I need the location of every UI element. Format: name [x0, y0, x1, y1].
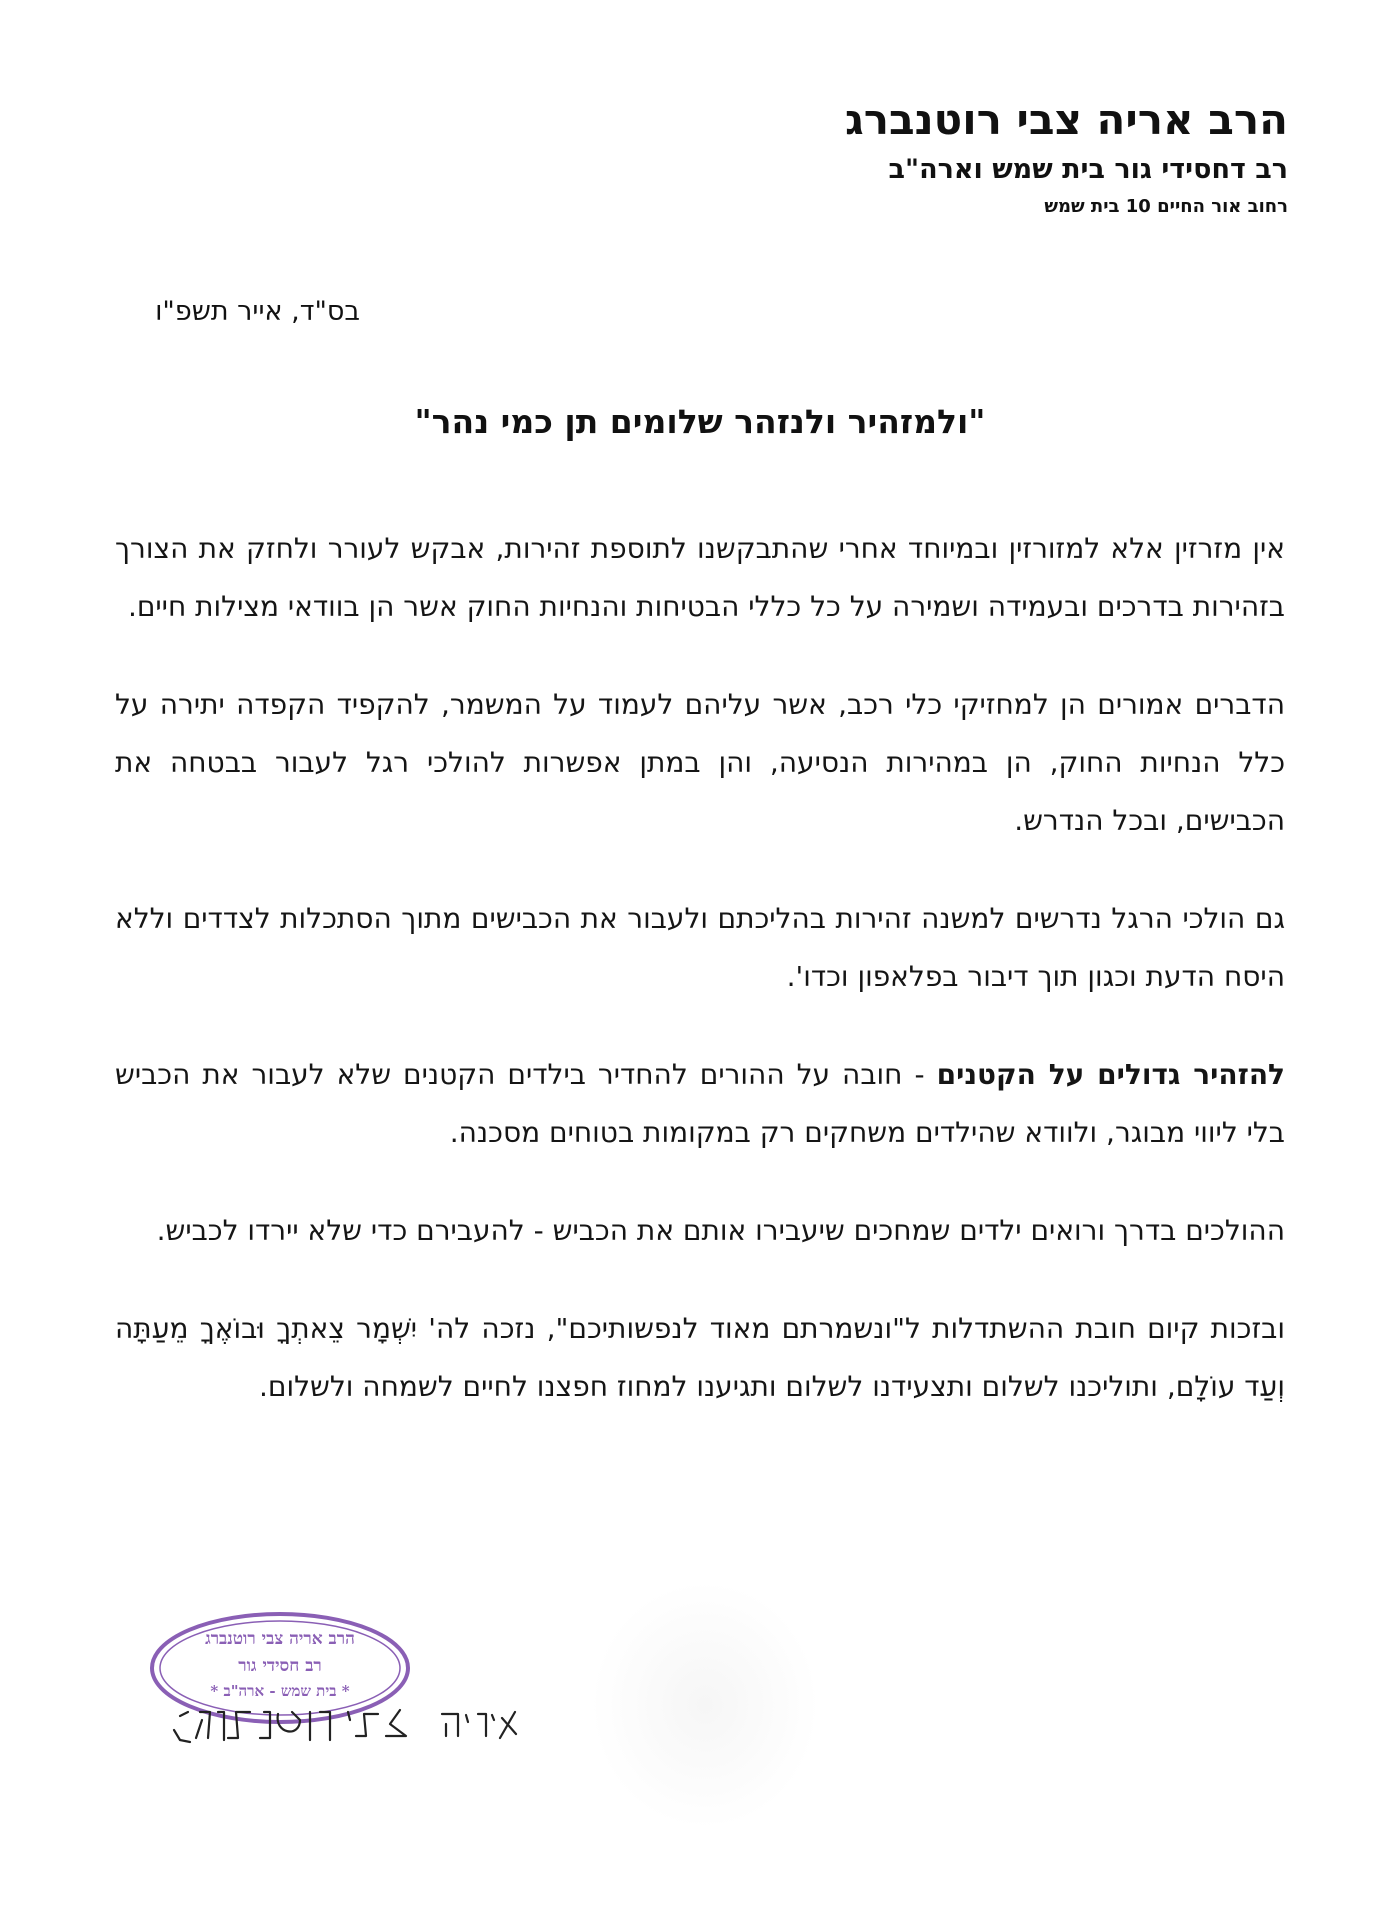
- paragraph-5: ההולכים בדרך ורואים ילדים שמחכים שיעבירו אותם את הכביש - להעבירם כדי שלא יירדו לכביש.: [156, 1214, 1285, 1247]
- paragraph-3: גם הולכי הרגל נדרשים למשנה זהירות בהליכתם ולעבור את הכבישים מתוך הסתכלות לצדדים וללא היסח הדעת וכגון תוך דיבור בפלאפון וכדו'.: [115, 902, 1285, 993]
- paragraph-4-text: - חובה על ההורים להחדיר בילדים הקטנים שלא לעבור את הכביש בלי ליווי מבוגר, ולוודא שהילדים משחקים רק במקומות בטוחים מסכנה.: [115, 1058, 1285, 1149]
- letter-heading: "ולמזהיר ולנזהר שלומים תן כמי נהר": [414, 402, 986, 441]
- stamp-line-1: הרב אריה צבי רוטנברג: [205, 1629, 355, 1649]
- stamp-line-2: רב חסידי גור: [238, 1656, 322, 1676]
- faint-smudge: [590, 1580, 820, 1830]
- letterhead-name: הרב אריה צבי רוטנברג: [844, 95, 1288, 144]
- paragraph-4-lead: להזהיר גדולים על הקטנים: [936, 1058, 1285, 1091]
- date-line: בס"ד, אייר תשפ"ו: [155, 296, 360, 327]
- letterhead-address: רחוב אור החיים 10 בית שמש: [1044, 196, 1288, 217]
- paragraph-6: ובזכות קיום חובת ההשתדלות ל"ונשמרתם מאוד לנפשותיכם", נזכה לה' יִשְׁמָר צֵאתְךָ וּבוֹאֶךָ מֵעַתָּה וְעַד עוֹלָם, ותוליכנו לשלום ותצעידנו לשלום ותגיענו למחוז חפצנו לחיים לשמחה ולשלום.: [115, 1312, 1285, 1403]
- letterhead-title: רב דחסידי גור בית שמש וארה"ב: [888, 154, 1288, 185]
- paragraph-1: אין מזרזין אלא למזורזין ובמיוחד אחרי שהתבקשנו לתוספת זהירות, אבקש לעורר ולחזק את הצורך בזהירות בדרכים ובעמידה ושמירה על כל כללי הבטיחות והנחיות החוק אשר הן בוודאי מצילות חיים.: [115, 532, 1285, 623]
- stamp-line-3: * בית שמש - ארה"ב *: [210, 1682, 350, 1700]
- handwritten-signature: [160, 1690, 530, 1760]
- letterhead: [845, 92, 1288, 222]
- letter-body: [115, 520, 1285, 1456]
- paragraph-4: [115, 1046, 1285, 1162]
- paragraph-2: הדברים אמורים הן למחזיקי כלי רכב, אשר עליהם לעמוד על המשמר, להקפיד הקפדה יתירה על כלל הנחיות החוק, הן במהירות הנסיעה, והן במתן אפשרות להולכי רגל לעבור בבטחה את הכבישים, ובכל הנדרש.: [115, 688, 1285, 837]
